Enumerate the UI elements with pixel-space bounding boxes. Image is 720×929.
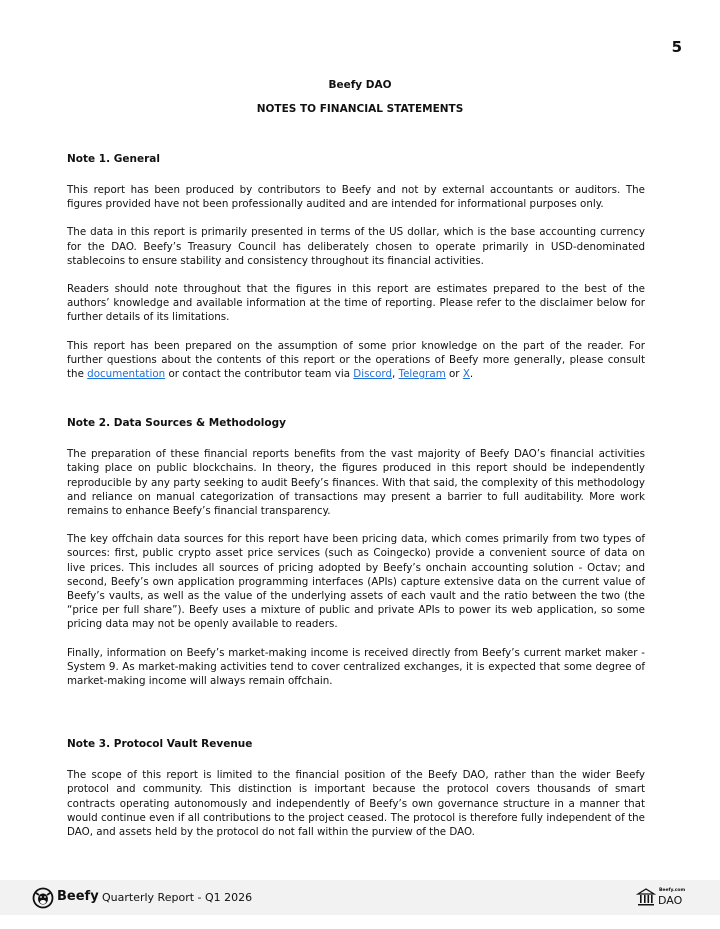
note2-heading: Note 2. Data Sources & Methodology — [67, 417, 286, 430]
note2-paragraph-1: The preparation of these financial reports benefits from the vast majority of Beefy DAO’s financial activities taking place on public blockchains. In theory, the figures produced in this report should be independently reproducible by any party seeking to audit Beefy’s finances. With that said, the complexity of this methodology and reliance on manual categorization of transactions may present a barrier to full auditability. More work remains to enhance Beefy’s financial transparency. — [67, 448, 645, 518]
discord-link[interactable]: Discord — [353, 368, 392, 381]
note1-paragraph-2: The data in this report is primarily presented in terms of the US dollar, which is the base accounting currency for the DAO. Beefy’s Treasury Council has deliberately chosen to operate primarily in USD-denominated stablecoins to ensure stability and consistency throughout its financial activities. — [67, 226, 645, 267]
cow-logo-icon — [32, 887, 54, 909]
documentation-link[interactable]: documentation — [87, 368, 166, 381]
page-footer — [0, 880, 720, 915]
dao-site-label: Beefy.com — [659, 888, 686, 893]
org-name: Beefy DAO — [328, 79, 392, 91]
note1-paragraph-3: Readers should note throughout that the figures in this report are estimates prepared to the best of the authors’ knowledge and available information at the time of reporting. Please refer to the disclaimer below for further details of its limitations. — [67, 283, 645, 324]
note2-paragraph-3: Finally, information on Beefy’s market-making income is received directly from Beefy’s current market maker - System 9. As market-making activities tend to cover centralized exchanges, it is expected that some degree of market-making income will always remain offchain. — [67, 646, 645, 688]
note1-heading: Note 1. General — [67, 153, 160, 165]
x-link[interactable]: X — [462, 368, 470, 381]
note1-p4-end: . — [469, 368, 474, 381]
document-title: NOTES TO FINANCIAL STATEMENTS — [256, 103, 464, 115]
note1-p4-comma: , — [392, 368, 399, 381]
note1-p4-mid: or contact the contributor team via — [165, 368, 354, 381]
note1-paragraph-1: This report has been produced by contributors to Beefy and not by external accountants or auditors. The figures provided have not been professionally audited and are intended for informational purposes only. — [67, 184, 645, 211]
footer-report-title: Quarterly Report - Q1 2026 — [102, 891, 253, 904]
note1-p4-or: or — [445, 368, 463, 381]
dao-label: DAO — [658, 894, 683, 907]
note1-p4-start: This report has been prepared on the assumption of some prior knowledge on the part of the reader. For further questions about the contents of this report or the operations of Beefy more generally, please consult the — [67, 339, 645, 381]
footer-brand: Beefy — [57, 889, 99, 904]
telegram-link[interactable]: Telegram — [398, 368, 446, 381]
notes-content — [67, 152, 645, 839]
note2-paragraph-2: The key offchain data sources for this report have been pricing data, which comes primarily from two types of sources: first, public crypto asset price services (such as Coingecko) provide a convenient source of data on live prices. This includes all sources of pricing adopted by Beefy’s onchain accounting solution - Octav; and second, Beefy’s own application programming interfaces (APIs) capture extensive data on the current value of Beefy’s vaults, as well as the value of the underlying assets of each vault and the ratio between the two (the “price per full share”). Beefy uses a mixture of public and private APIs to power its web application, so some pricing data may not be openly available to readers. — [67, 533, 645, 631]
page-number: 5 — [671, 38, 682, 56]
note3-heading: Note 3. Protocol Vault Revenue — [67, 738, 253, 751]
note3-paragraph-1: The scope of this report is limited to the financial position of the Beefy DAO, rather than the wider Beefy protocol and community. This distinction is important because the protocol covers thousands of smart contracts operating autonomously and independently of Beefy’s own governance structure in a manner that would continue even if all contributions to the project ceased. The protocol is therefore fully independent of the DAO, and assets held by the protocol do not fall within the purview of the DAO. — [67, 769, 645, 839]
note1-paragraph-4 — [67, 339, 645, 382]
temple-icon — [636, 887, 656, 907]
